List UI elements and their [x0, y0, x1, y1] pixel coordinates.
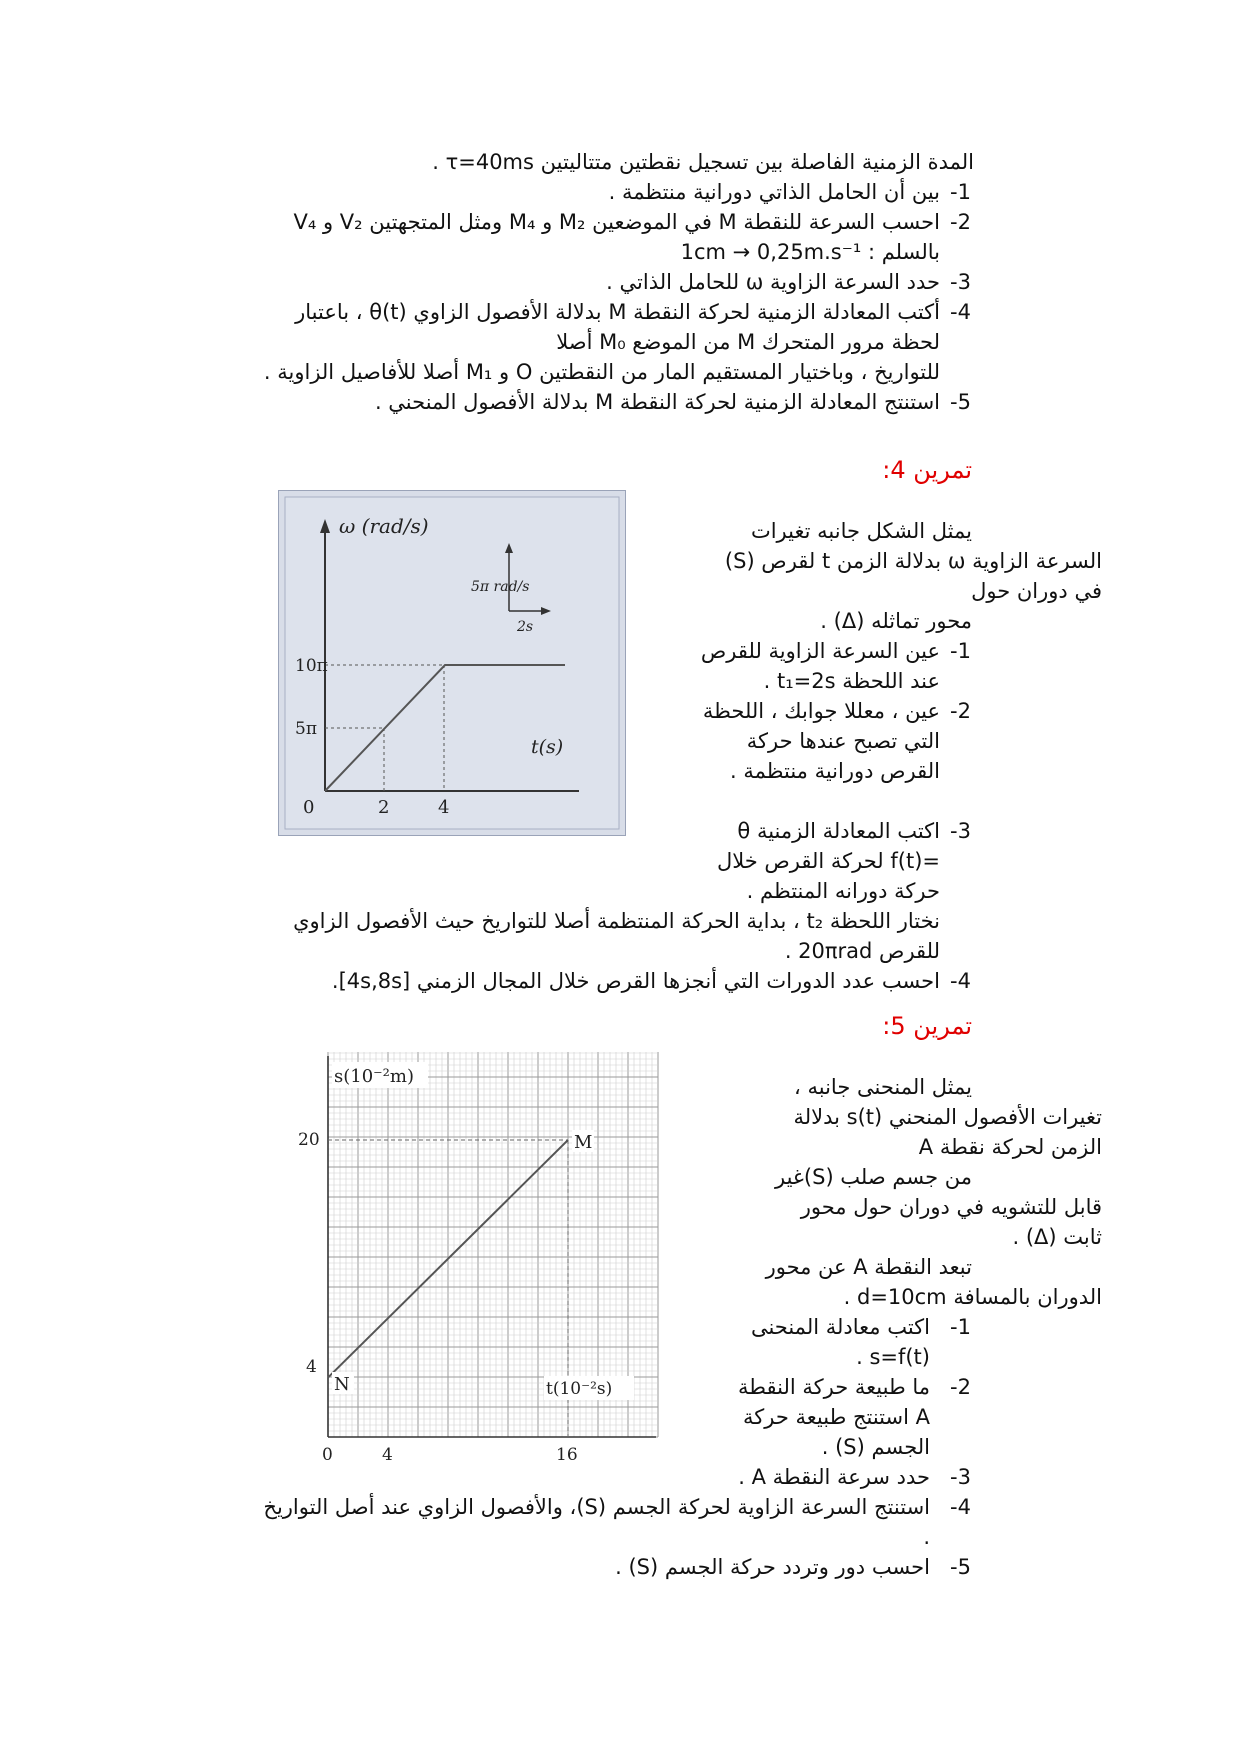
omega-graph: [278, 490, 626, 836]
exercise-item-text: ما طبيعة حركة النقطة: [738, 1375, 930, 1399]
item-number: -3: [950, 1465, 971, 1489]
ex5-intro-line: من جسم صلب (S)غير: [774, 1165, 972, 1189]
ex4-intro-line: السرعة الزاوية ω بدلالة الزمن t لقرص (S): [724, 549, 1102, 573]
exercise-item-text: بين أن الحامل الذاتي دورانية منتظمة .: [608, 180, 940, 204]
item-number: -4: [950, 969, 971, 993]
item-number: -2: [950, 699, 971, 723]
x-tick-0: 0: [303, 797, 315, 818]
scale-x-label: 2s: [517, 619, 534, 635]
ex5-intro-line: يمثل المنحنى جانبه ،: [794, 1075, 972, 1099]
point-N-label: N: [334, 1374, 350, 1395]
s-graph: [276, 1042, 676, 1472]
item-number: -4: [950, 300, 971, 324]
y-tick-20: 20: [298, 1130, 320, 1150]
exercise-item-text: .: [923, 1525, 930, 1549]
ex5-intro-line: تغيرات الأفصول المنحني s(t) بدلالة: [793, 1105, 1102, 1129]
exercise-item-text: استنتج المعادلة الزمنية لحركة النقطة M بدلالة الأفصول المنحني .: [374, 390, 940, 414]
exercise-item-text: التي تصبح عندها حركة: [746, 729, 940, 753]
y-axis-label: ω (rad/s): [339, 514, 429, 538]
point-M-label: M: [574, 1132, 593, 1153]
exercise-item-text: للقرص 20πrad .: [784, 939, 940, 963]
exercise-item-text: s=f(t) .: [856, 1345, 930, 1369]
x-tick-4: 4: [438, 797, 450, 818]
exercise-item-text: اكتب المعادلة الزمنية θ: [737, 819, 940, 843]
ex4-intro-line: في دوران حول: [971, 579, 1102, 603]
item-number: -4: [950, 1495, 971, 1519]
exercise-item-text: نختار اللحظة t₂ ، بداية الحركة المنتظمة أصلا للتواريخ حيث الأفصول الزاوي: [293, 909, 940, 933]
x-axis-label: t(s): [531, 736, 564, 758]
exercise-item-text: حدد سرعة النقطة A .: [738, 1465, 930, 1489]
item-number: -3: [950, 270, 971, 294]
ex4-intro-line: محور تماثله (Δ) .: [820, 609, 972, 633]
ex5-intro-line: قابل للتشويه في دوران حول محور: [800, 1195, 1102, 1219]
exercise-item-text: احسب عدد الدورات التي أنجزها القرص خلال المجال الزمني [4s,8s].: [331, 969, 940, 993]
exercise-item-text: القرص دورانية منتظمة .: [730, 759, 940, 783]
scale-y-label: 5π rad/s: [471, 579, 530, 595]
exercise-item-text: أكتب المعادلة الزمنية لحركة النقطة M بدلالة الأفصول الزاوي θ(t) ، باعتبار: [295, 300, 940, 324]
exercise-item-text: حركة دورانه المنتظم .: [746, 879, 940, 903]
s-graph-svg: [276, 1042, 676, 1472]
item-number: -1: [950, 1315, 971, 1339]
x-tick-0: 0: [322, 1445, 333, 1465]
x-tick-4: 4: [382, 1445, 393, 1465]
ex5-intro-line: تبعد النقطة A عن محور: [765, 1255, 972, 1279]
ex4-intro-line: يمثل الشكل جانبه تغيرات: [750, 519, 972, 543]
exercise-item-text: عين ، معللا جوابك ، اللحظة: [702, 699, 940, 723]
item-number: -2: [950, 1375, 971, 1399]
exercise-item-text: A استنتج طبيعة حركة: [743, 1405, 930, 1429]
item-number: -5: [950, 390, 971, 414]
y-tick-5pi: 5π: [295, 719, 317, 739]
exercise-item-text: احسب دور وتردد حركة الجسم (S) .: [615, 1555, 930, 1579]
exercise-4-title: تمرين 4:: [882, 456, 972, 484]
ex5-intro-line: الدوران بالمسافة d=10cm .: [843, 1285, 1102, 1309]
exercise-item-text: احسب السرعة للنقطة M في الموضعين M₂ و M₄ ومثل المتجهتين V₂ و V₄: [293, 210, 940, 234]
y-tick-10pi: 10π: [295, 656, 328, 676]
y-tick-4: 4: [306, 1357, 317, 1377]
x-tick-16: 16: [556, 1445, 578, 1465]
item-number: -5: [950, 1555, 971, 1579]
exercise-item-text: استنتج السرعة الزاوية لحركة الجسم (S)، والأفصول الزاوي عند أصل التواريخ: [263, 1495, 930, 1519]
exercise-item-text: حدد السرعة الزاوية ω للحامل الذاتي .: [606, 270, 940, 294]
item-number: -1: [950, 639, 971, 663]
exercise-item-text: عين السرعة الزاوية للقرص: [700, 639, 940, 663]
exercise-item-text: =f(t) لحركة القرص خلال: [716, 849, 940, 873]
item-number: -2: [950, 210, 971, 234]
exercise-5-title: تمرين 5:: [882, 1012, 972, 1040]
ex5-intro-line: الزمن لحركة نقطة A: [918, 1135, 1102, 1159]
ex5-intro-line: ثابت (Δ) .: [1012, 1225, 1102, 1249]
x-tick-2: 2: [378, 797, 390, 818]
exercise-item-text: اكتب معادلة المنحنى: [750, 1315, 930, 1339]
exercise-item-continuation: لحظة مرور المتحرك M من الموضع M₀ أصلا: [556, 330, 940, 354]
intro-line: المدة الزمنية الفاصلة بين تسجيل نقطتين متتاليتين τ=40ms .: [432, 150, 974, 174]
y-axis-label: s(10⁻²m): [334, 1066, 414, 1087]
exercise-item-continuation: للتواريخ ، وباختيار المستقيم المار من النقطتين O و M₁ أصلا للأفاصيل الزاوية .: [263, 360, 940, 384]
item-number: -1: [950, 180, 971, 204]
omega-graph-svg: [279, 491, 625, 835]
x-axis-label: t(10⁻²s): [546, 1379, 613, 1399]
exercise-item-text: الجسم (S) .: [821, 1435, 930, 1459]
exercise-item-text: عند اللحظة t₁=2s .: [763, 669, 940, 693]
item-number: -3: [950, 819, 971, 843]
exercise-item-continuation: بالسلم : 1cm → 0,25m.s⁻¹: [680, 240, 940, 264]
